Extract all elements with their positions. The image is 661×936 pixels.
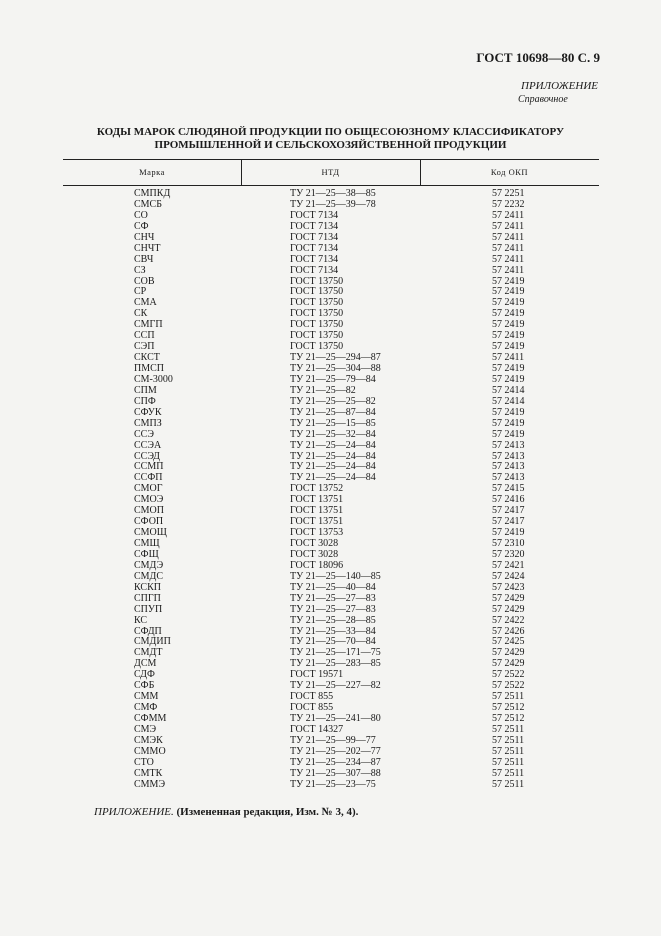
cell-ntd: ТУ 21—25—15—85 [290, 417, 376, 429]
cell-okp: 57 2415 [492, 483, 525, 495]
cell-okp: 57 2429 [492, 658, 525, 670]
cell-mark: СМТК [134, 767, 163, 779]
cell-okp: 57 2419 [492, 330, 525, 342]
table-row [63, 188, 599, 199]
cell-okp: 57 2511 [492, 778, 525, 790]
table-row [63, 494, 599, 505]
cell-okp: 57 2411 [492, 231, 525, 243]
table-row [63, 538, 599, 549]
cell-mark: СПГП [134, 592, 161, 604]
cell-mark: СМОЭ [134, 494, 164, 506]
table-row [63, 319, 599, 330]
cell-ntd: ТУ 21—25—27—83 [290, 603, 376, 615]
footnote [94, 806, 358, 818]
cell-ntd: ГОСТ 3028 [290, 548, 339, 560]
cell-okp: 57 2232 [492, 198, 525, 210]
cell-mark: ПМСП [134, 363, 165, 374]
cell-mark: ДСМ [134, 658, 157, 670]
cell-ntd: ГОСТ 13750 [290, 330, 344, 342]
cell-ntd: ГОСТ 7134 [290, 220, 339, 232]
cell-mark: СМСБ [134, 198, 162, 210]
footnote-label: ПРИЛОЖЕНИЕ. [94, 806, 174, 818]
table-row [63, 232, 599, 243]
table-row [63, 593, 599, 604]
cell-mark: СОВ [134, 275, 155, 287]
cell-okp: 57 2413 [492, 450, 525, 462]
cell-ntd: ТУ 21—25—28—85 [290, 614, 376, 626]
table-row [63, 549, 599, 560]
cell-mark: СМДЭ [134, 559, 164, 571]
cell-mark: СР [134, 286, 147, 298]
cell-mark: СМЩ [134, 538, 160, 549]
cell-ntd: ТУ 21—25—40—84 [290, 581, 376, 593]
cell-okp: 57 2413 [492, 472, 525, 484]
cell-ntd: ТУ 21—25—33—84 [290, 625, 376, 637]
cell-ntd: ТУ 21—25—32—84 [290, 428, 376, 440]
cell-mark: СДФ [134, 669, 155, 681]
cell-ntd: ГОСТ 7134 [290, 209, 339, 221]
cell-ntd: ГОСТ 19571 [290, 669, 344, 681]
cell-ntd: ГОСТ 13751 [290, 516, 344, 528]
cell-okp: 57 2419 [492, 363, 525, 374]
cell-ntd: ГОСТ 13750 [290, 319, 344, 331]
cell-ntd: ГОСТ 7134 [290, 242, 339, 254]
cell-mark: СМА [134, 297, 157, 309]
table-row [63, 210, 599, 221]
cell-ntd: ГОСТ 13751 [290, 494, 344, 506]
cell-ntd: ГОСТ 13750 [290, 286, 344, 298]
cell-ntd: ТУ 21—25—24—84 [290, 450, 376, 462]
table-row [63, 330, 599, 341]
table-row [63, 560, 599, 571]
cell-ntd: ГОСТ 7134 [290, 264, 339, 276]
page-header: ГОСТ 10698—80 С. 9 [476, 50, 600, 65]
cell-mark: СМДС [134, 570, 164, 582]
cell-okp: 57 2511 [492, 767, 525, 779]
cell-mark: ССЭА [134, 439, 162, 451]
cell-ntd: ГОСТ 14327 [290, 723, 344, 735]
cell-mark: СФДП [134, 625, 162, 637]
cell-mark: СМДИП [134, 636, 171, 648]
table-row [63, 636, 599, 647]
table-row [63, 429, 599, 440]
cell-mark: КСКП [134, 581, 161, 593]
table-row [63, 505, 599, 516]
cell-mark: СФУК [134, 406, 162, 418]
cell-okp: 57 2522 [492, 680, 525, 692]
cell-mark: СКСТ [134, 352, 160, 364]
table-row [63, 702, 599, 713]
cell-mark: СПФ [134, 395, 156, 407]
table-row [63, 527, 599, 538]
cell-mark: СМОГ [134, 483, 163, 495]
cell-mark: СМ-3000 [134, 373, 173, 385]
table-row [63, 308, 599, 319]
cell-mark: СФММ [134, 713, 167, 724]
cell-okp: 57 2511 [492, 723, 525, 735]
cell-okp: 57 2419 [492, 428, 525, 440]
table-row [63, 286, 599, 297]
cell-okp: 57 2423 [492, 581, 525, 593]
cell-okp: 57 2511 [492, 745, 525, 757]
cell-ntd: ТУ 21—25—234—87 [290, 756, 381, 768]
cell-mark: СММЭ [134, 778, 166, 790]
cell-okp: 57 2426 [492, 625, 525, 637]
cell-mark: СМДТ [134, 647, 163, 659]
cell-okp: 57 2417 [492, 516, 525, 528]
cell-mark: СМЭК [134, 734, 163, 746]
table-row [63, 571, 599, 582]
cell-okp: 57 2411 [492, 264, 525, 276]
cell-ntd: ТУ 21—25—24—84 [290, 472, 376, 484]
column-header-ntd: НТД [321, 167, 340, 177]
cell-okp: 57 2511 [492, 756, 525, 768]
table-row [63, 265, 599, 276]
cell-okp: 57 2411 [492, 352, 525, 364]
cell-okp: 57 2413 [492, 439, 525, 451]
cell-okp: 57 2411 [492, 253, 525, 265]
cell-mark: СТО [134, 756, 154, 768]
table-row [63, 483, 599, 494]
table-row [63, 254, 599, 265]
cell-mark: СПМ [134, 384, 157, 396]
table-header-rule [63, 185, 599, 186]
cell-ntd: ТУ 21—25—202—77 [290, 745, 381, 757]
cell-mark: СФ [134, 220, 149, 232]
table-row [63, 691, 599, 702]
cell-ntd: ГОСТ 13753 [290, 527, 344, 539]
cell-ntd: ТУ 21—25—87—84 [290, 406, 376, 418]
cell-mark: СК [134, 308, 148, 320]
cell-okp: 57 2416 [492, 494, 525, 506]
cell-ntd: ТУ 21—25—24—84 [290, 439, 376, 451]
cell-mark: СММО [134, 745, 166, 757]
table-row [63, 669, 599, 680]
cell-ntd: ТУ 21—25—241—80 [290, 713, 381, 724]
cell-ntd: ТУ 21—25—227—82 [290, 680, 381, 692]
cell-okp: 57 2411 [492, 242, 525, 254]
table-row [63, 582, 599, 593]
cell-ntd: ТУ 21—25—24—84 [290, 461, 376, 473]
table-row [63, 680, 599, 691]
cell-okp: 57 2522 [492, 669, 525, 681]
table-row [63, 352, 599, 363]
cell-mark: ССЭД [134, 450, 160, 462]
table-row [63, 472, 599, 483]
cell-ntd: ТУ 21—25—39—78 [290, 198, 376, 210]
cell-ntd: ГОСТ 13750 [290, 308, 344, 320]
table-row [63, 746, 599, 757]
cell-ntd: ТУ 21—25—82 [290, 384, 356, 396]
cell-okp: 57 2512 [492, 713, 525, 724]
cell-okp: 57 2411 [492, 220, 525, 232]
cell-ntd: ГОСТ 13750 [290, 297, 344, 309]
cell-okp: 57 2429 [492, 647, 525, 659]
table-row [63, 626, 599, 637]
cell-mark: ССЭ [134, 428, 154, 440]
table-row [63, 658, 599, 669]
cell-mark: СМФ [134, 702, 158, 714]
cell-mark: ССМП [134, 461, 164, 473]
document-title [60, 126, 601, 152]
cell-mark: СЗ [134, 264, 146, 276]
cell-ntd: ГОСТ 3028 [290, 538, 339, 549]
cell-okp: 57 2512 [492, 702, 525, 714]
cell-mark: СФОП [134, 516, 164, 528]
table-row [63, 461, 599, 472]
cell-okp: 57 2417 [492, 505, 525, 517]
table-row [63, 735, 599, 746]
cell-mark: СНЧТ [134, 242, 161, 254]
cell-ntd: ГОСТ 13750 [290, 341, 344, 353]
cell-mark: СМОП [134, 505, 165, 517]
cell-mark: СФЩ [134, 548, 159, 560]
cell-mark: ССФП [134, 472, 163, 484]
cell-okp: 57 2413 [492, 461, 525, 473]
cell-okp: 57 2422 [492, 614, 525, 626]
cell-mark: СММ [134, 691, 159, 703]
table-row [63, 385, 599, 396]
table-row [63, 374, 599, 385]
cell-okp: 57 2429 [492, 592, 525, 604]
table-row [63, 363, 599, 374]
table-row [63, 297, 599, 308]
title-line-2: ПРОМЫШЛЕННОЙ И СЕЛЬСКОХОЗЯЙСТВЕННОЙ ПРОДУКЦИИ [154, 139, 507, 151]
cell-okp: 57 2414 [492, 384, 525, 396]
cell-ntd: ТУ 21—25—304—88 [290, 363, 381, 374]
cell-ntd: ТУ 21—25—171—75 [290, 647, 381, 659]
table-row [63, 615, 599, 626]
cell-okp: 57 2511 [492, 691, 525, 703]
title-line-1: КОДЫ МАРОК СЛЮДЯНОЙ ПРОДУКЦИИ ПО ОБЩЕСОЮЗНОМУ КЛАССИФИКАТОРУ [96, 126, 565, 138]
cell-ntd: ТУ 21—25—283—85 [290, 658, 381, 670]
cell-mark: ССП [134, 330, 155, 342]
cell-ntd: ГОСТ 855 [290, 691, 334, 703]
cell-mark: СНЧ [134, 231, 155, 243]
cell-ntd: ГОСТ 13752 [290, 483, 344, 495]
cell-okp: 57 2421 [492, 559, 525, 571]
cell-mark: СМГП [134, 319, 163, 331]
cell-ntd: ГОСТ 7134 [290, 253, 339, 265]
table-row [63, 341, 599, 352]
cell-okp: 57 2419 [492, 319, 525, 331]
table-row [63, 604, 599, 615]
table-row [63, 724, 599, 735]
cell-ntd: ТУ 21—25—27—83 [290, 592, 376, 604]
table-row [63, 647, 599, 658]
cell-okp: 57 2310 [492, 538, 525, 549]
table-top-rule [63, 159, 599, 160]
cell-okp: 57 2511 [492, 734, 525, 746]
cell-ntd: ТУ 21—25—307—88 [290, 767, 381, 779]
cell-ntd: ТУ 21—25—25—82 [290, 395, 376, 407]
table-row [63, 768, 599, 779]
cell-ntd: ТУ 21—25—99—77 [290, 734, 376, 746]
table-row [63, 451, 599, 462]
table-row [63, 221, 599, 232]
column-header-okp: Код ОКП [490, 167, 529, 177]
appendix-subtitle: Справочное [518, 94, 568, 105]
table-row [63, 757, 599, 768]
cell-mark: СМЭ [134, 723, 157, 735]
cell-mark: СМПКД [134, 188, 171, 199]
cell-mark: СО [134, 209, 148, 221]
cell-okp: 57 2419 [492, 297, 525, 309]
cell-mark: СФБ [134, 680, 155, 692]
cell-ntd: ТУ 21—25—23—75 [290, 778, 376, 790]
cell-okp: 57 2419 [492, 286, 525, 298]
table-row [63, 516, 599, 527]
appendix-title: ПРИЛОЖЕНИЕ [521, 80, 598, 92]
cell-okp: 57 2419 [492, 406, 525, 418]
appendix-label [440, 80, 598, 106]
table-row [63, 199, 599, 210]
cell-mark: СПУП [134, 603, 163, 615]
cell-okp: 57 2411 [492, 209, 525, 221]
cell-ntd: ТУ 21—25—70—84 [290, 636, 376, 648]
cell-okp: 57 2419 [492, 308, 525, 320]
table-row [63, 440, 599, 451]
cell-ntd: ТУ 21—25—140—85 [290, 570, 381, 582]
table-row [63, 407, 599, 418]
cell-mark: КС [134, 614, 148, 626]
table-row [63, 243, 599, 254]
cell-ntd: ГОСТ 7134 [290, 231, 339, 243]
cell-okp: 57 2425 [492, 636, 525, 648]
cell-mark: СМПЗ [134, 417, 162, 429]
cell-okp: 57 2320 [492, 548, 525, 560]
cell-okp: 57 2419 [492, 373, 525, 385]
cell-ntd: ТУ 21—25—38—85 [290, 188, 376, 199]
table-row [63, 713, 599, 724]
cell-ntd: ГОСТ 13750 [290, 275, 344, 287]
column-header-mark: Марка [139, 167, 165, 177]
cell-mark: СМОЩ [134, 527, 167, 539]
table-row [63, 418, 599, 429]
cell-okp: 57 2414 [492, 395, 525, 407]
footnote-revision: (Измененная редакция, Изм. № 3, 4). [176, 806, 359, 818]
cell-ntd: ТУ 21—25—79—84 [290, 373, 376, 385]
cell-okp: 57 2419 [492, 275, 525, 287]
cell-okp: 57 2429 [492, 603, 525, 615]
cell-okp: 57 2419 [492, 341, 525, 353]
cell-okp: 57 2251 [492, 188, 525, 199]
table-row [63, 396, 599, 407]
cell-ntd: ГОСТ 855 [290, 702, 334, 714]
cell-mark: СЭП [134, 341, 155, 353]
cell-okp: 57 2419 [492, 417, 525, 429]
cell-ntd: ТУ 21—25—294—87 [290, 352, 381, 364]
cell-ntd: ГОСТ 18096 [290, 559, 344, 571]
cell-okp: 57 2424 [492, 570, 525, 582]
table-row [63, 779, 599, 790]
cell-mark: СВЧ [134, 253, 154, 265]
cell-okp: 57 2419 [492, 527, 525, 539]
table-row [63, 276, 599, 287]
table-body [63, 188, 599, 790]
cell-ntd: ГОСТ 13751 [290, 505, 344, 517]
